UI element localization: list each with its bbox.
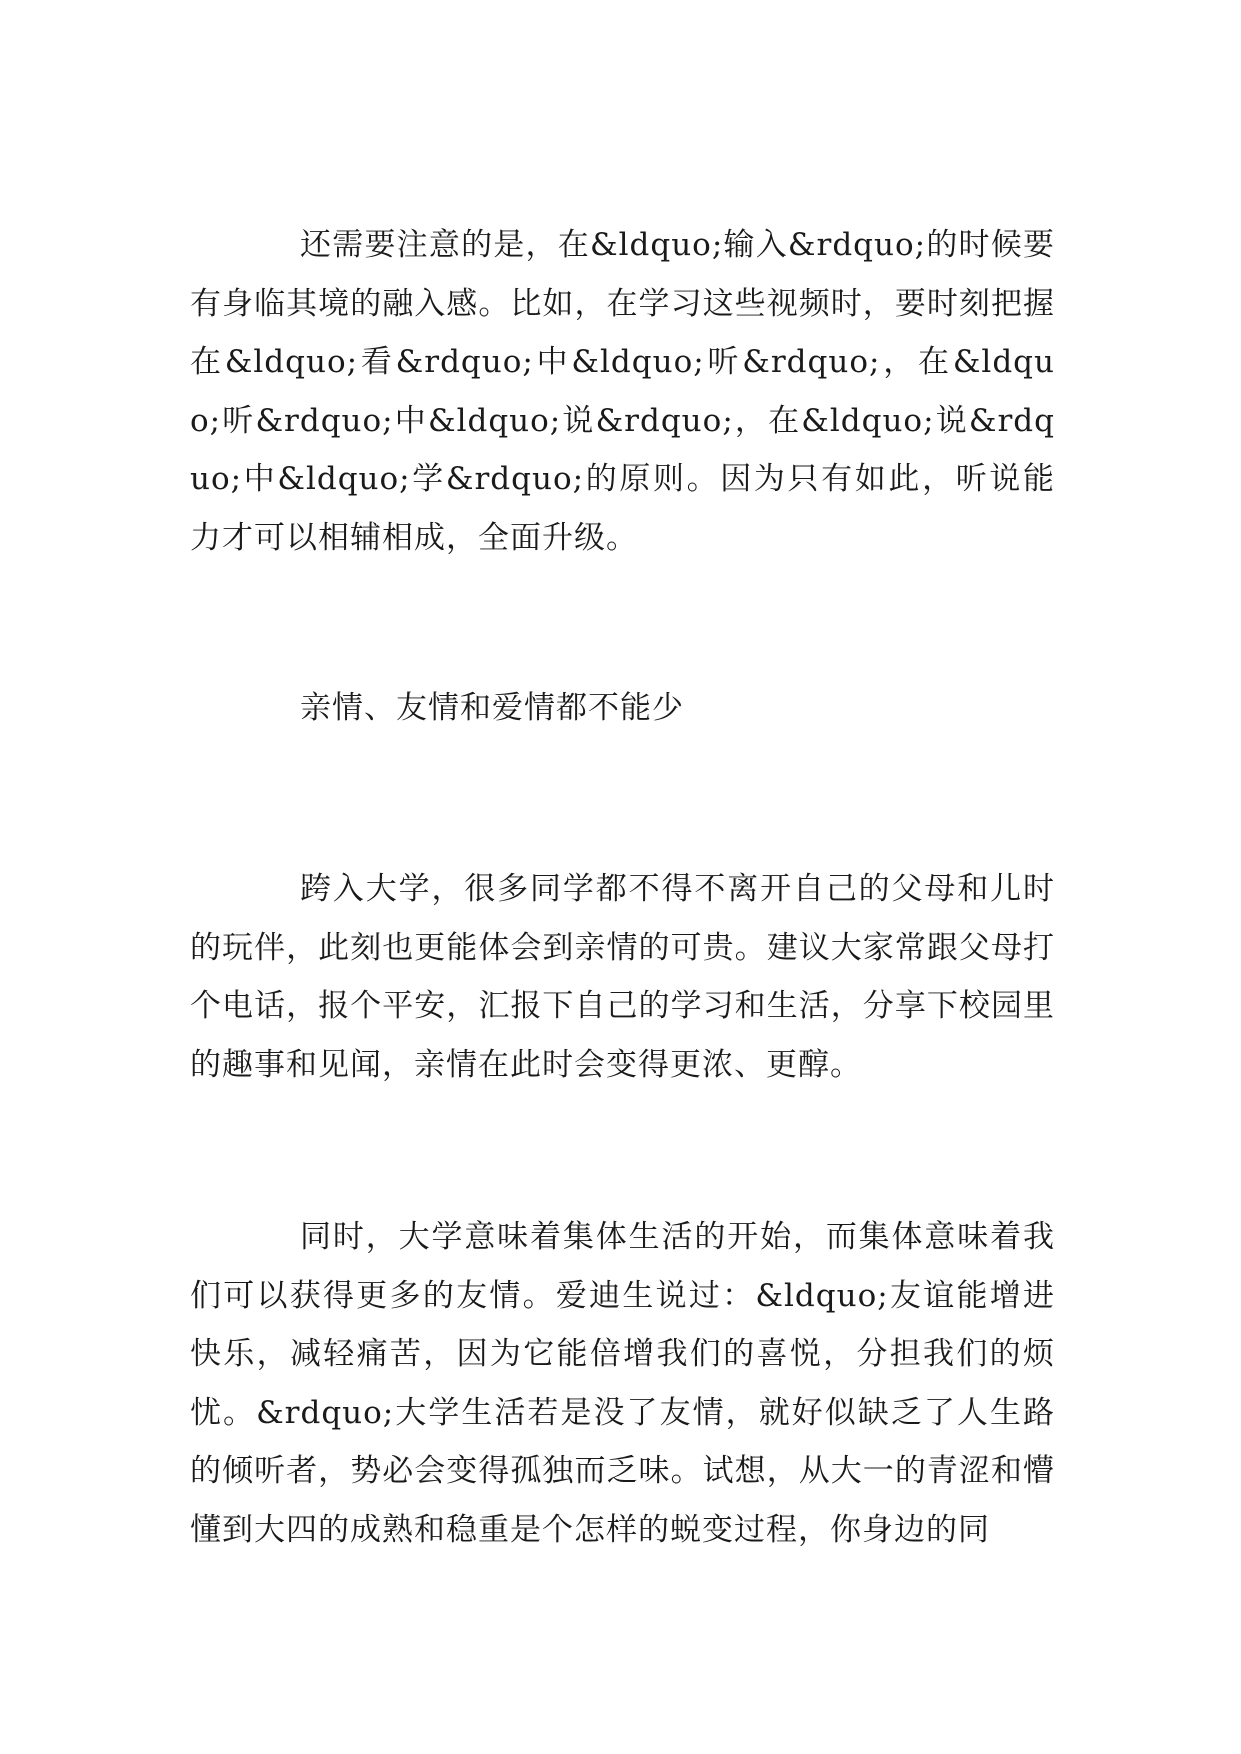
section-heading: 亲情、友情和爱情都不能少 bbox=[300, 690, 684, 726]
body-paragraph: 跨入大学，很多同学都不得不离开自己的父母和儿时的玩伴，此刻也更能体会到亲情的可贵。建议大家常跟父母打个电话，报个平安，汇报下自己的学习和生活，分享下校园里的趣事和见闻，亲情在此时会变得更浓、更醇。 bbox=[190, 871, 1055, 1083]
body-paragraph: 还需要注意的是，在&ldquo;输入&rdquo;的时候要有身临其境的融入感。比如，在学习这些视频时，要时刻把握在&ldquo;看&rdquo;中&ldquo;听&rdquo;，在&ldquo;听&rdquo;中&ldquo;说&rdquo;，在&ldquo;说&rdquo;中&ldquo;学&rdquo;的原则。因为只有如此，听说能力才可以相辅相成，全面升级。 bbox=[190, 227, 1055, 556]
body-paragraph: 同时，大学意味着集体生活的开始，而集体意味着我们可以获得更多的友情。爱迪生说过：&ldquo;友谊能增进快乐，减轻痛苦，因为它能倍增我们的喜悦，分担我们的烦忧。&rdquo;大学生活若是没了友情，就好似缺乏了人生路的倾听者，势必会变得孤独而乏味。试想，从大一的青涩和懵懂到大四的成熟和稳重是个怎样的蜕变过程，你身边的同 bbox=[190, 1219, 1055, 1548]
